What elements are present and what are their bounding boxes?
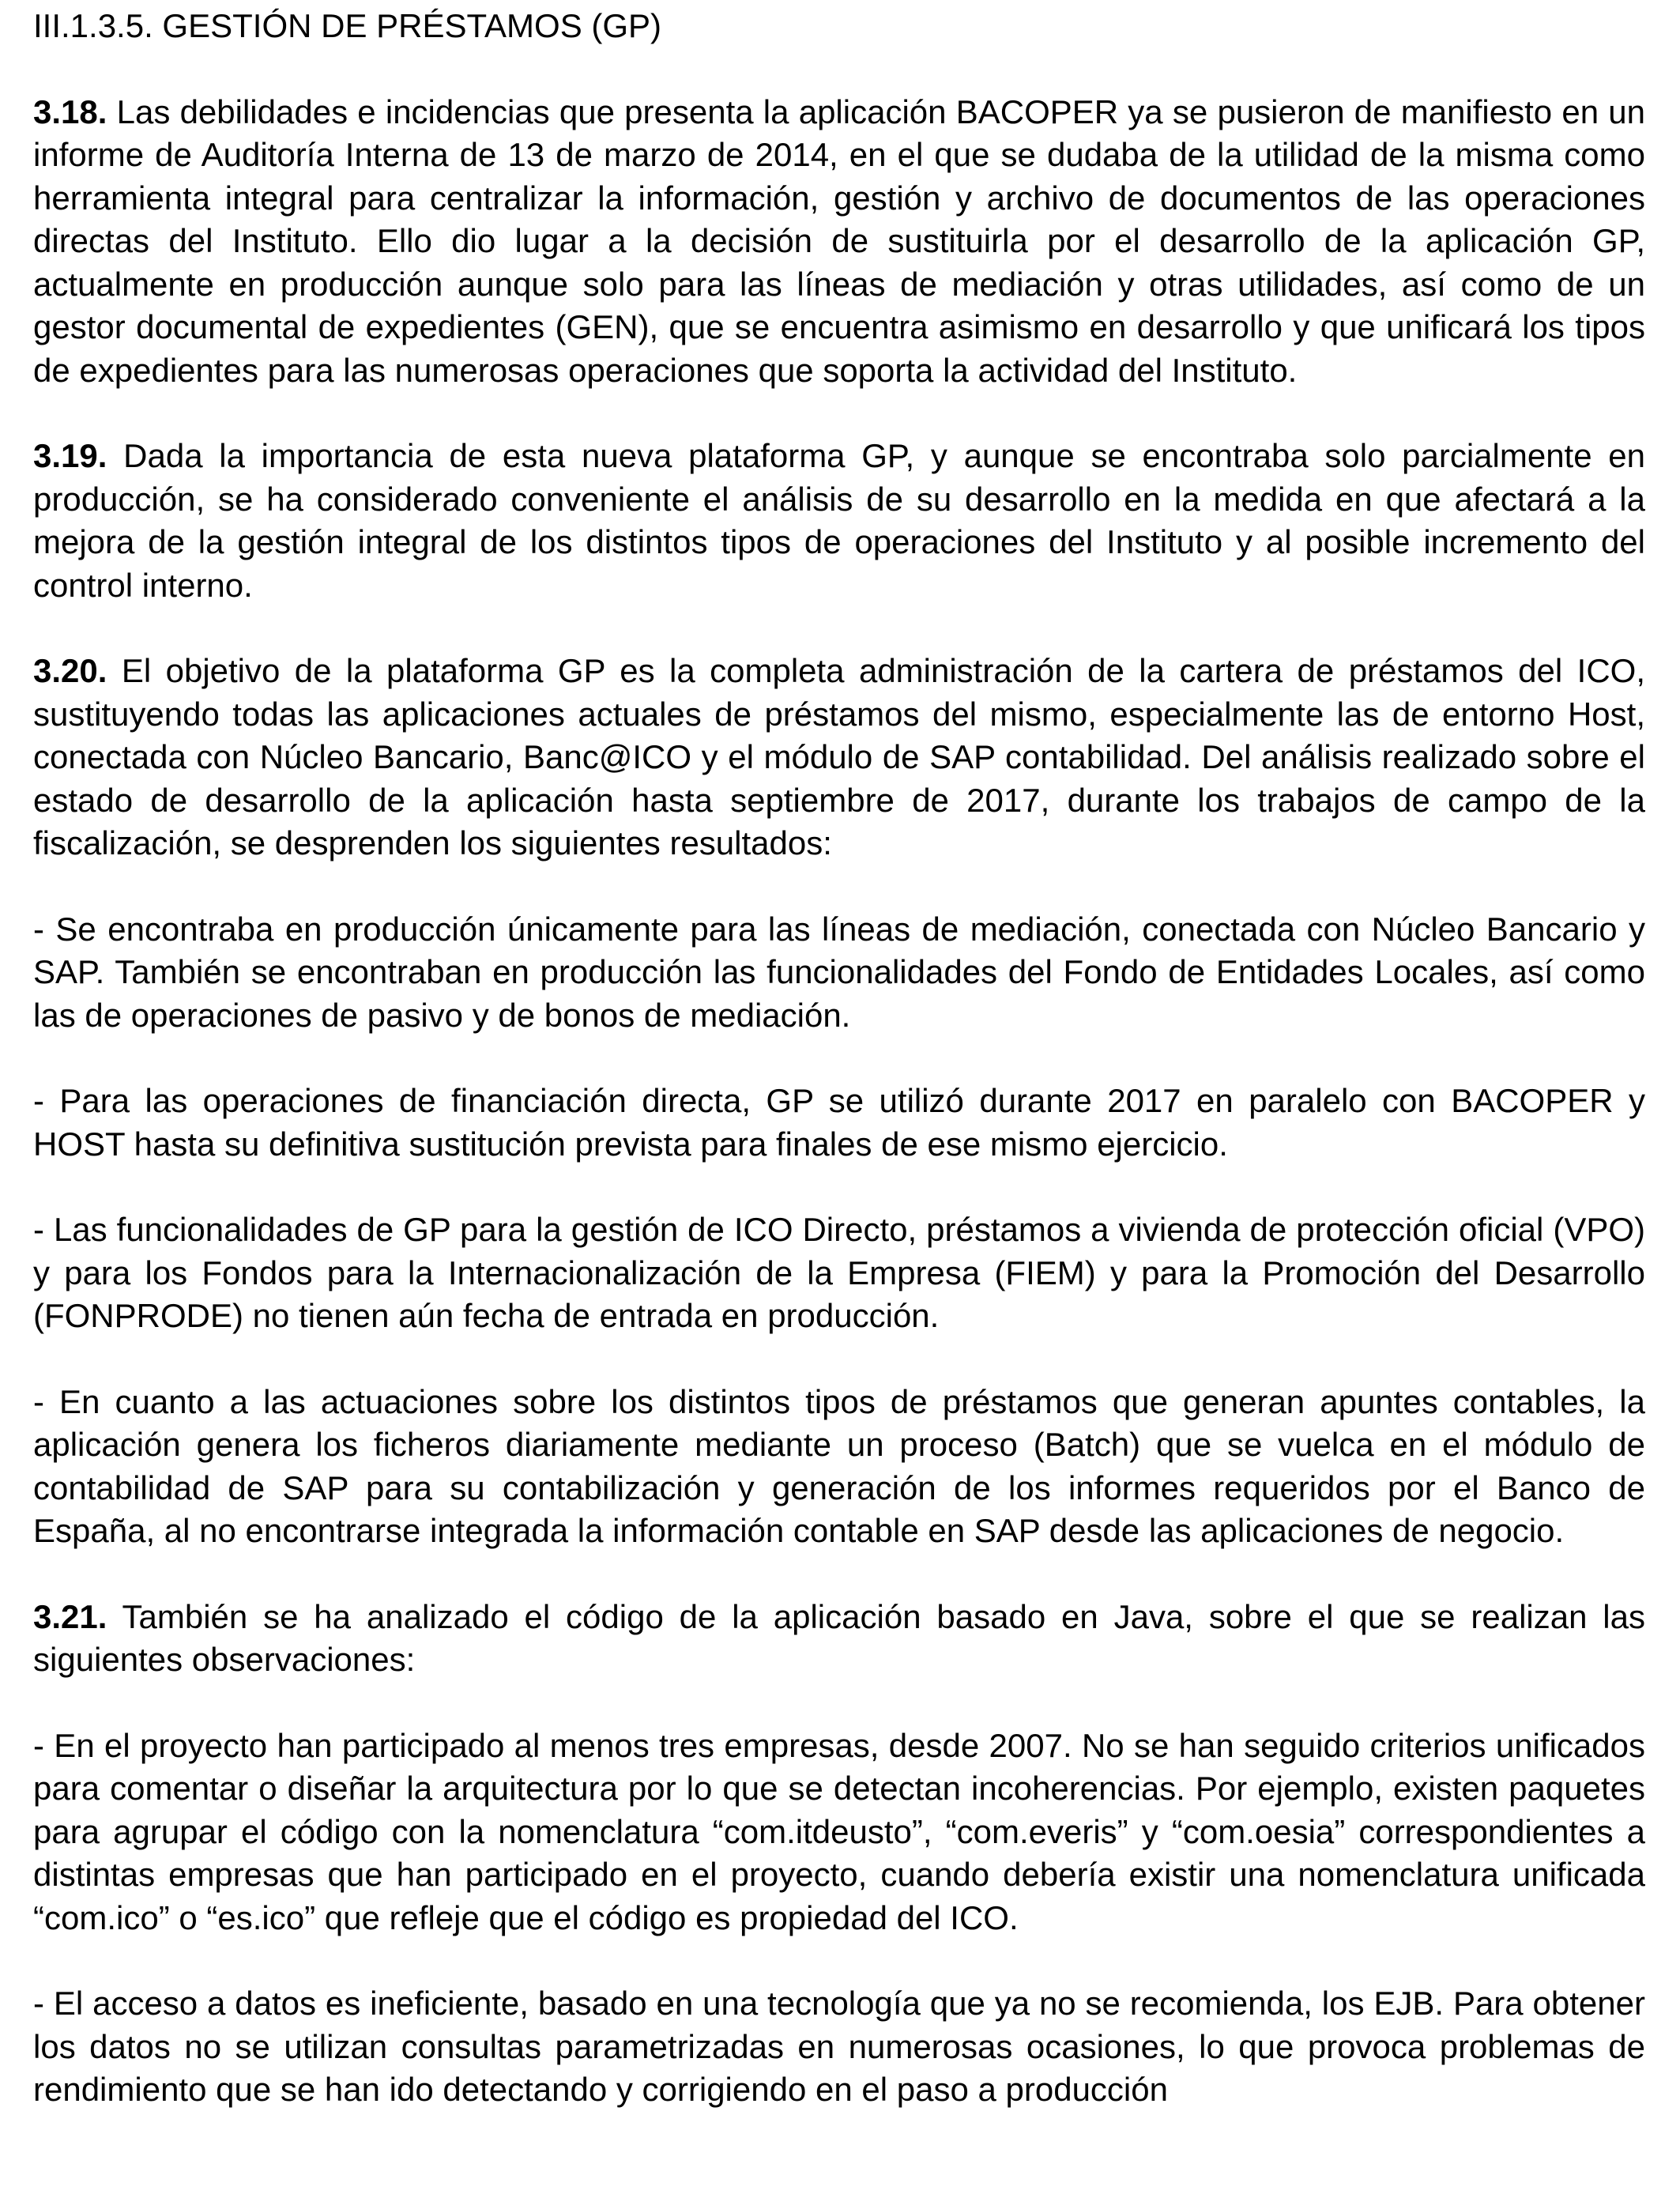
paragraph-text: También se ha analizado el código de la aplicación basado en Java, sobre el que se realizan las siguientes observaciones: xyxy=(33,1597,1645,1678)
paragraph-3-20 xyxy=(33,650,1645,865)
paragraph-text: - Se encontraba en producción únicamente para las líneas de mediación, conectada con Núcleo Bancario y SAP. También se encontraban en producción las funcionalidades del Fondo de Entidades Locales, así como las de operaciones de pasivo y de bonos de mediación. xyxy=(33,910,1645,1034)
paragraph-text: El objetivo de la plataforma GP es la completa administración de la cartera de préstamos del ICO, sustituyendo todas las aplicaciones actuales de préstamos del mismo, especialmente las de entorno Host, conectada con Núcleo Bancario, Banc@ICO y el módulo de SAP contabilidad. Del análisis realizado sobre el estado de desarrollo de la aplicación hasta septiembre de 2017, durante los trabajos de campo de la fiscalización, se desprenden los siguientes resultados: xyxy=(33,652,1645,861)
paragraph-3-21 xyxy=(33,1596,1645,1682)
paragraph-number: 3.19. xyxy=(33,437,107,474)
paragraph-text: - En cuanto a las actuaciones sobre los distintos tipos de préstamos que generan apuntes contables, la aplicación genera los ficheros diariamente mediante un proceso (Batch) que se vuelca en el módulo de contabilidad de SAP para su contabilización y generación de los informes requeridos por el Banco de España, al no encontrarse integrada la información contable en SAP desde las aplicaciones de negocio. xyxy=(33,1382,1645,1549)
paragraph-text: - Las funcionalidades de GP para la gestión de ICO Directo, préstamos a vivienda de protección oficial (VPO) y para los Fondos para la Internacionalización de la Empresa (FIEM) y para la Promoción del Desarrollo (FONPRODE) no tienen aún fecha de entrada en producción. xyxy=(33,1211,1645,1334)
paragraph-number: 3.18. xyxy=(33,92,107,130)
bullet-paragraph xyxy=(33,908,1645,1038)
bullet-paragraph xyxy=(33,1080,1645,1166)
paragraph-text: - En el proyecto han participado al menos tres empresas, desde 2007. No se han seguido criterios unificados para comentar o diseñar la arquitectura por lo que se detectan incoherencias. Por ejemplo, existen paquetes para agrupar el código con la nomenclatura “com.itdeusto”, “com.everis” y “com.oesia” correspondientes a distintas empresas que han participado en el proyecto, cuando debería existir una nomenclatura unificada “com.ico” o “es.ico” que refleje que el código es propiedad del ICO. xyxy=(33,1726,1645,1936)
section-heading: III.1.3.5. GESTIÓN DE PRÉSTAMOS (GP) xyxy=(33,7,662,44)
bullet-paragraph xyxy=(33,1982,1645,2112)
bullet-paragraph xyxy=(33,1208,1645,1338)
document-body xyxy=(33,5,1645,2154)
bullet-paragraph xyxy=(33,1381,1645,1553)
bullet-paragraph xyxy=(33,1725,1645,1940)
paragraph-text: Dada la importancia de esta nueva plataforma GP, y aunque se encontraba solo parcialmente en producción, se ha considerado conveniente el análisis de su desarrollo en la medida en que afectará a la mejora de la gestión integral de los distintos tipos de operaciones del Instituto y al posible incremento del control interno. xyxy=(33,437,1646,604)
paragraph-number: 3.20. xyxy=(33,652,107,689)
paragraph-text: - Para las operaciones de financiación directa, GP se utilizó durante 2017 en paralelo con BACOPER y HOST hasta su definitiva sustitución prevista para finales de ese mismo ejercicio. xyxy=(33,1082,1645,1163)
paragraph-3-19 xyxy=(33,435,1645,607)
paragraph-3-18 xyxy=(33,91,1645,393)
paragraph-text: Las debilidades e incidencias que presenta la aplicación BACOPER ya se pusieron de manifiesto en un informe de Auditoría Interna de 13 de marzo de 2014, en el que se dudaba de la utilidad de la misma como herramienta integral para centralizar la información, gestión y archivo de documentos de las operaciones directas del Instituto. Ello dio lugar a la decisión de sustituirla por el desarrollo de la aplicación GP, actualmente en producción aunque solo para las líneas de mediación y otras utilidades, así como de un gestor documental de expedientes (GEN), que se encuentra asimismo en desarrollo y que unificará los tipos de expedientes para las numerosas operaciones que soporta la actividad del Instituto. xyxy=(33,92,1645,389)
paragraph-text: - El acceso a datos es ineficiente, basado en una tecnología que ya no se recomienda, los EJB. Para obtener los datos no se utilizan consultas parametrizadas en numerosas ocasiones, lo que provoca problemas de rendimiento que se han ido detectando y corrigiendo en el paso a producción xyxy=(33,1985,1645,2108)
paragraph-number: 3.21. xyxy=(33,1597,107,1635)
